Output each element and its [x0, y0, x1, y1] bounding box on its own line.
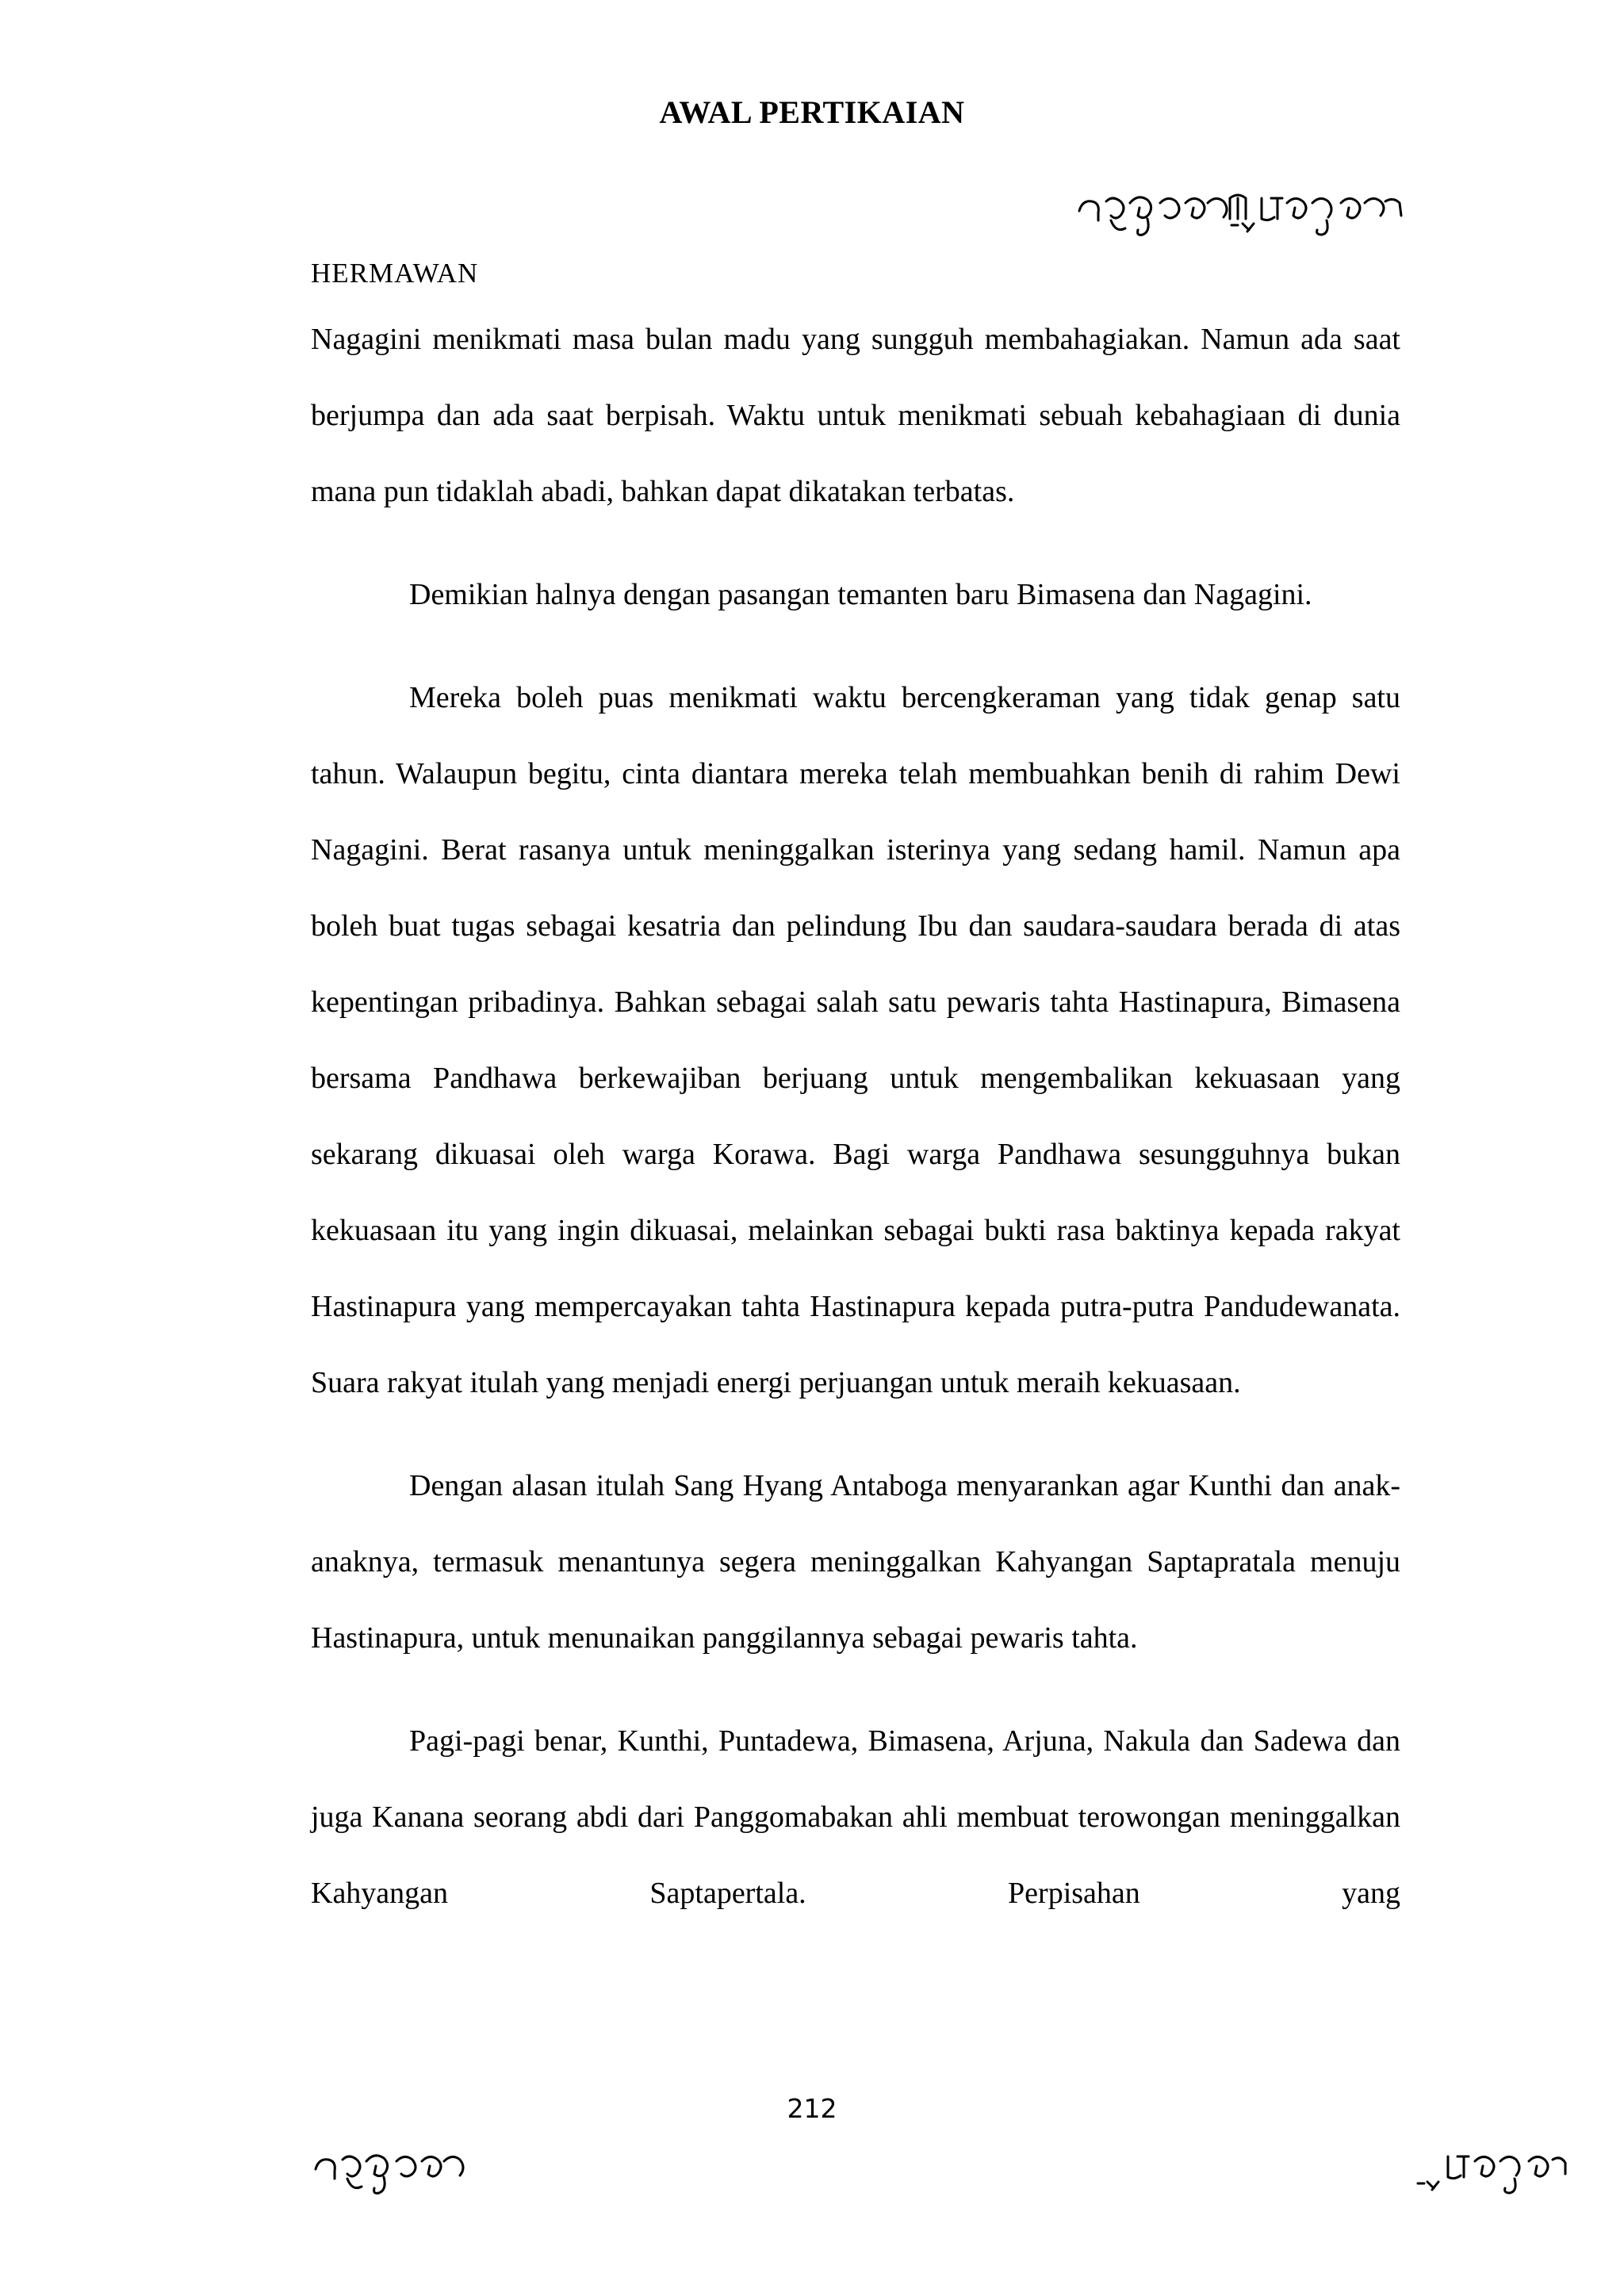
- paragraph-1: Nagagini menikmati masa bulan madu yang sungguh membahagiakan. Namun ada saat berjumpa dan ada saat berpisah. Waktu untuk menikmati sebuah kebahagiaan di dunia mana pun tidaklah abadi, bahkan dapat dikatakan terbatas.: [311, 323, 1400, 508]
- paragraph-3: Mereka boleh puas menikmati waktu bercengkeraman yang tidak genap satu tahun. Walaupun begitu, cinta diantara mereka telah membuahkan benih di rahim Dewi Nagagini. Berat rasanya untuk meninggalkan isterinya yang sedang hamil. Namun apa boleh buat tugas sebagai kesatria dan pelindung Ibu dan saudara-saudara berada di atas kepentingan pribadinya. Bahkan sebagai salah satu pewaris tahta Hastinapura, Bimasena bersama Pandhawa berkewajiban berjuang untuk mengembalikan kekuasaan yang sekarang dikuasai oleh warga Korawa. Bagi warga Pandhawa sesungguhnya bukan kekuasaan itu yang ingin dikuasai, melainkan sebagai bukti rasa baktinya kepada rakyat Hastinapura yang mempercayakan tahta Hastinapura kepada putra-putra Pandudewanata. Suara rakyat itulah yang menjadi energi perjuangan untuk meraih kekuasaan.: [311, 681, 1400, 1399]
- javanese-script-header-icon: [1074, 184, 1408, 244]
- page-number: 212: [787, 2093, 837, 2124]
- paragraph-5: Pagi-pagi benar, Kunthi, Puntadewa, Bimasena, Arjuna, Nakula dan Sadewa dan juga Kanana seorang abdi dari Panggomabakan ahli membuat terowongan meninggalkan Kahyangan Saptapertala. Perpisahan yang: [311, 1724, 1400, 1910]
- paragraph-2: Demikian halnya dengan pasangan temanten baru Bimasena dan Nagagini.: [409, 578, 1312, 611]
- javanese-script-footer-left-icon: [311, 2142, 477, 2202]
- javanese-script-footer-right-icon: [1410, 2142, 1568, 2202]
- author-name: HERMAWAN: [311, 258, 479, 289]
- paragraph-4: Dengan alasan itulah Sang Hyang Antaboga menyarankan agar Kunthi dan anak-anaknya, termasuk menantunya segera meninggalkan Kahyangan Saptapratala menuju Hastinapura, untuk menunaikan panggilannya sebagai pewaris tahta.: [311, 1469, 1400, 1655]
- page-title: AWAL PERTIKAIAN: [659, 94, 965, 130]
- article-body: [311, 301, 1400, 1931]
